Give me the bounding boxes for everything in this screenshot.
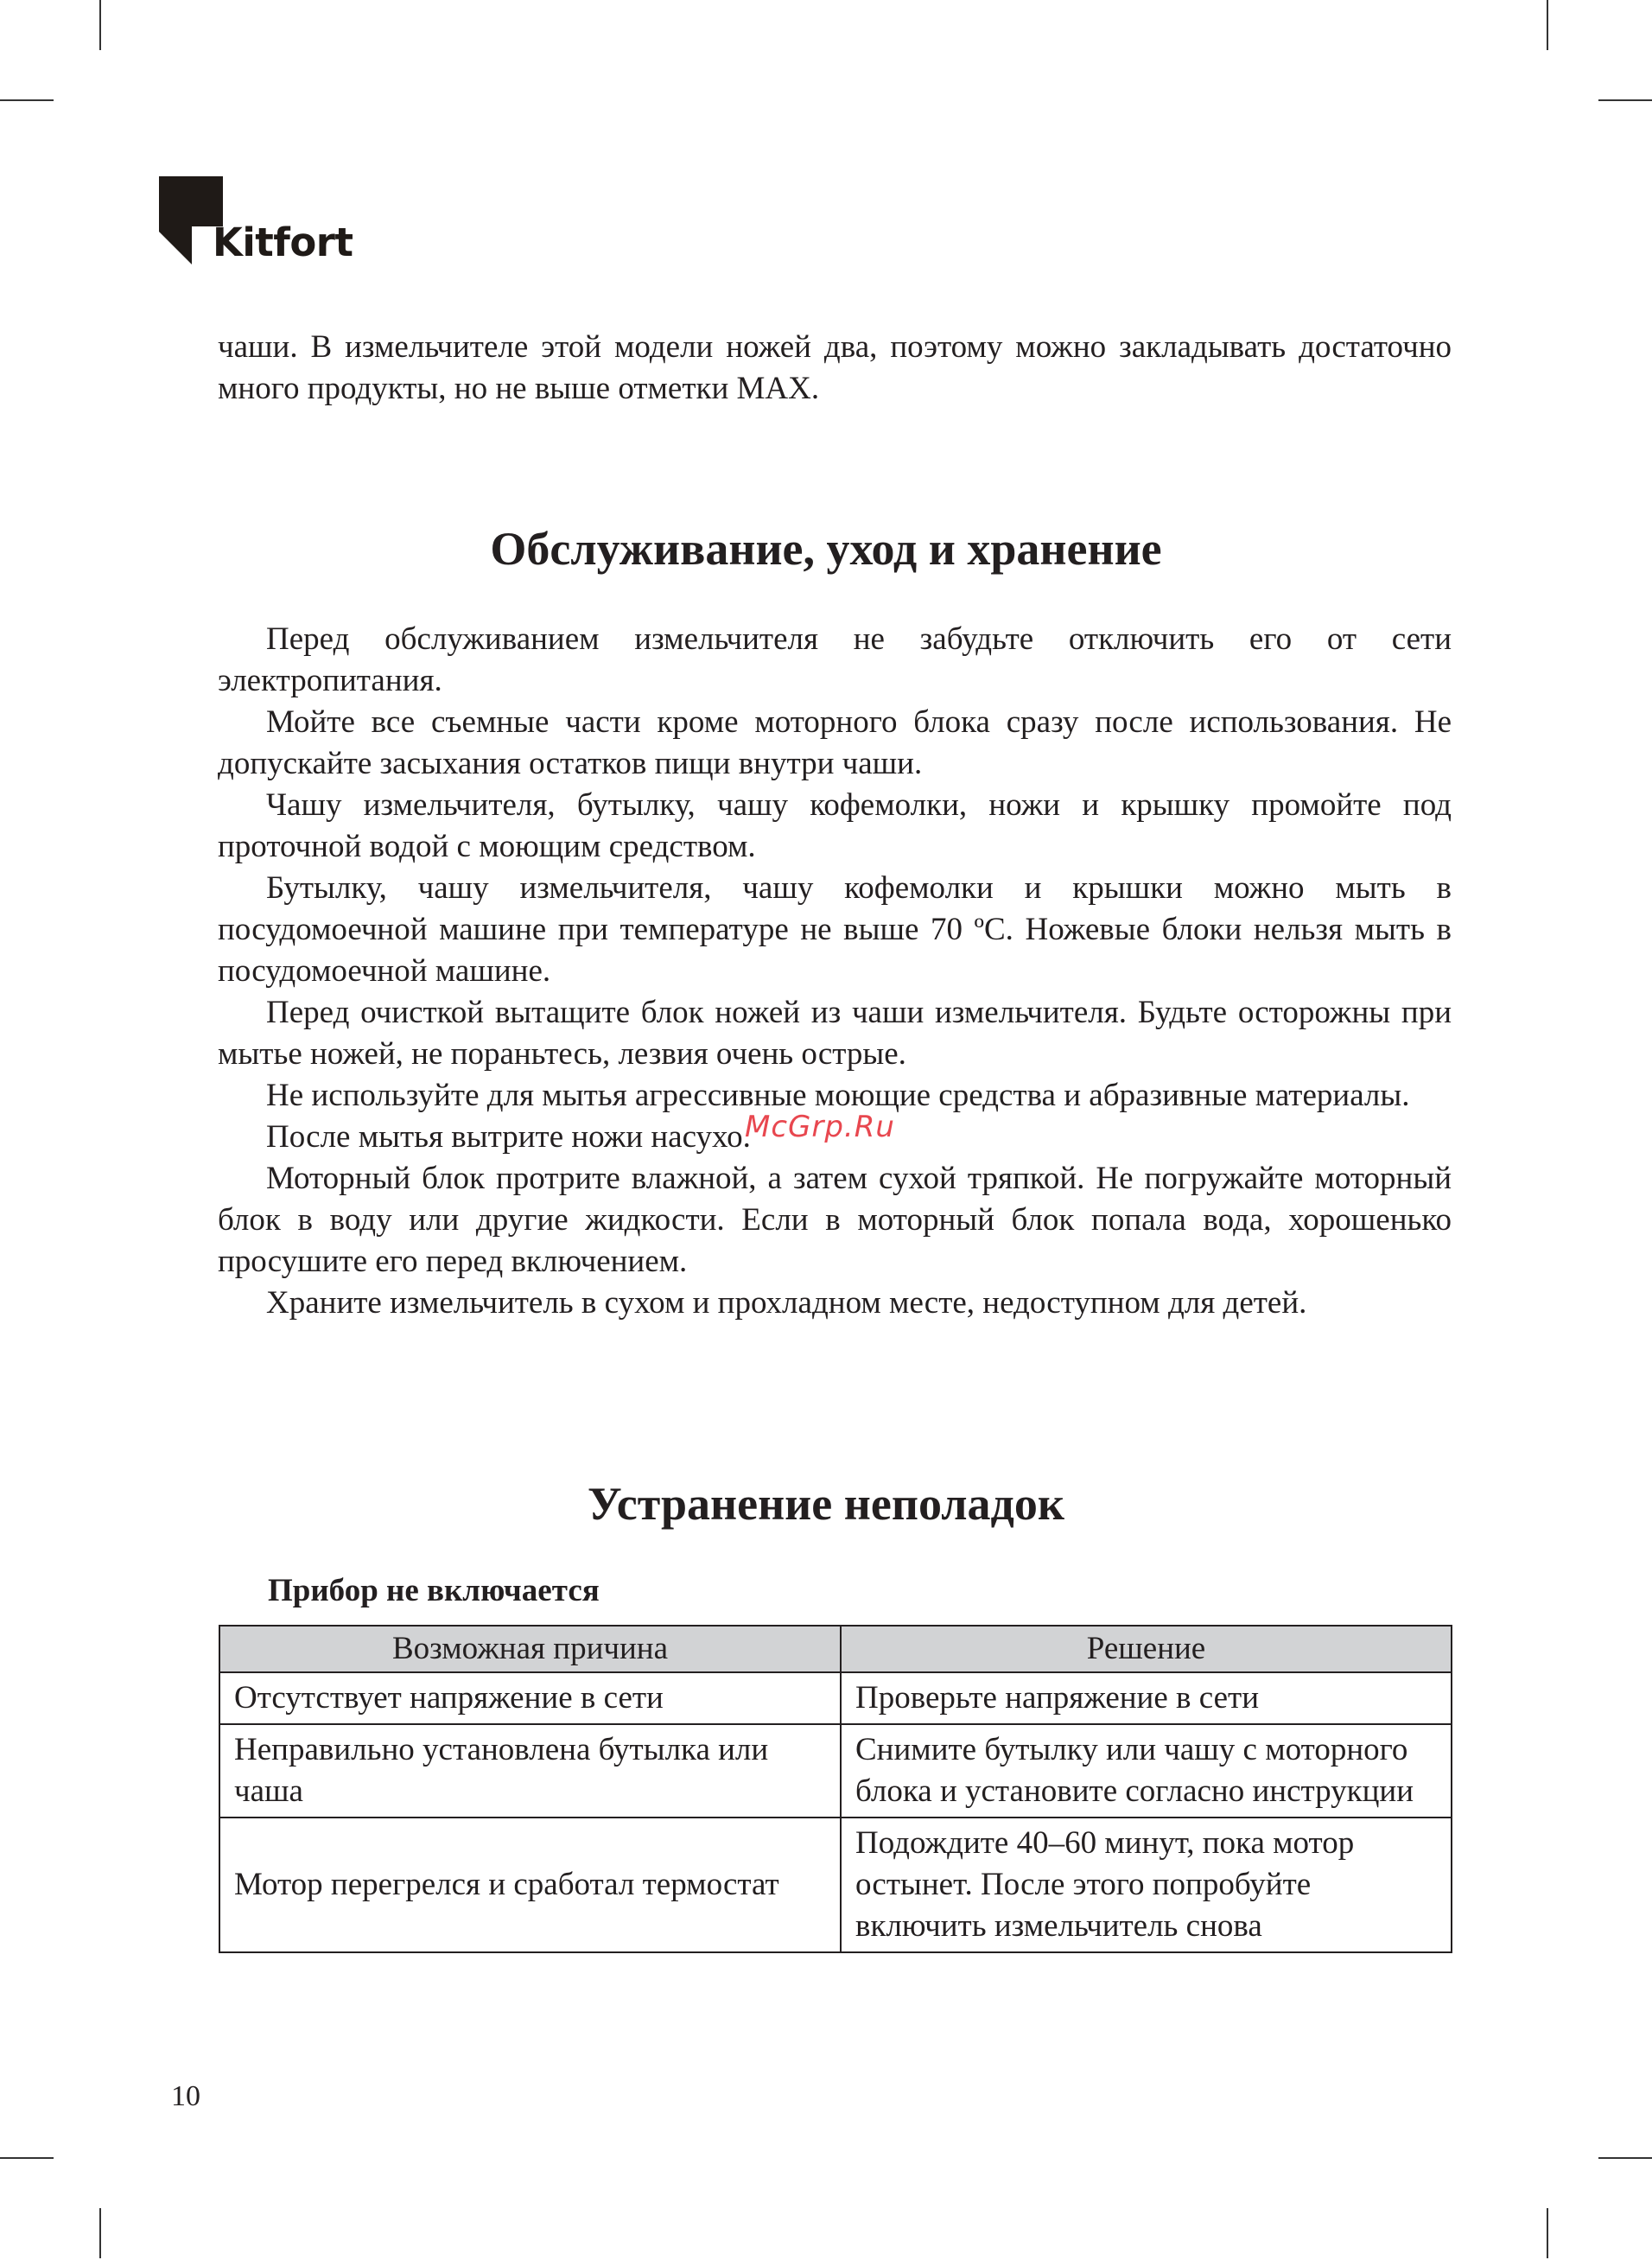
subheading: Прибор не включается xyxy=(268,1573,600,1608)
troubleshooting-table xyxy=(219,1625,1452,1953)
crop-mark xyxy=(1547,0,1548,50)
paragraph: чаши. В измельчителе этой модели ножей два, поэтому можно закладывать достаточно много продукты, но не выше отметки MAX. xyxy=(218,329,1452,406)
column-header-cause: Возможная причина xyxy=(219,1626,841,1672)
crop-mark xyxy=(0,99,54,101)
crop-mark xyxy=(99,2208,101,2258)
paragraph: Моторный блок протрите влажной, а затем сухой тряпкой. Не погружайте моторный блок в воду или другие жидкости. Если в моторный блок попала вода, хорошенько просушите его перед включением. xyxy=(218,1161,1452,1279)
crop-mark xyxy=(1598,2157,1652,2159)
cause-cell: Неправильно установлена бутылка или чаша xyxy=(219,1724,841,1818)
watermark: McGrp.Ru xyxy=(745,1110,895,1144)
paragraph: После мытья вытрите ножи насухо. xyxy=(266,1119,751,1155)
cause-cell: Мотор перегрелся и сработал термостат xyxy=(219,1818,841,1952)
solution-cell: Проверьте напряжение в сети xyxy=(841,1672,1452,1724)
brand-logo xyxy=(157,175,353,270)
paragraph: Мойте все съемные части кроме моторного блока сразу после использования. Не допускайте засыхания остатков пищи внутри чаши. xyxy=(218,704,1452,781)
paragraph: Перед обслуживанием измельчителя не забудьте отключить его от сети электропитания. xyxy=(218,621,1452,698)
paragraph: Чашу измельчителя, бутылку, чашу кофемолки, ножи и крышку промойте под проточной водой с моющим средством. xyxy=(218,787,1452,864)
paragraph: Перед очисткой вытащите блок ножей из чаши измельчителя. Будьте осторожны при мытье ножей, не пораньтесь, лезвия очень острые. xyxy=(218,995,1452,1072)
solution-cell: Подождите 40–60 минут, пока мотор остынет. После этого попробуйте включить измельчитель снова xyxy=(841,1818,1452,1952)
crop-mark xyxy=(99,0,101,50)
table-row xyxy=(219,1672,1452,1724)
table-header-row xyxy=(219,1626,1452,1672)
paragraph: Храните измельчитель в сухом и прохладном месте, недоступном для детей. xyxy=(266,1285,1307,1321)
crop-mark xyxy=(1598,99,1652,101)
crop-mark xyxy=(1547,2208,1548,2258)
page-number: 10 xyxy=(171,2080,200,2112)
crop-mark xyxy=(0,2157,54,2159)
table-row xyxy=(219,1818,1452,1952)
cause-cell: Отсутствует напряжение в сети xyxy=(219,1672,841,1724)
intro-text xyxy=(218,327,1452,410)
brand-name: Kitfort xyxy=(213,220,353,265)
troubleshooting-heading: Устранение неполадок xyxy=(588,1478,1064,1530)
paragraph: Не используйте для мытья агрессивные моющие средства и абразивные материалы. xyxy=(266,1078,1410,1113)
maintenance-heading: Обслуживание, уход и хранение xyxy=(490,523,1162,575)
paragraph: Бутылку, чашу измельчителя, чашу кофемолки и крышки можно мыть в посудомоечной машине при температуре не выше 70 ºС. Ножевые блоки нельзя мыть в посудомоечной машине. xyxy=(218,870,1452,989)
maintenance-body xyxy=(218,619,1452,1324)
column-header-solution: Решение xyxy=(841,1626,1452,1672)
solution-cell: Снимите бутылку или чашу с моторного блока и установите согласно инструкции xyxy=(841,1724,1452,1818)
table-row xyxy=(219,1724,1452,1818)
